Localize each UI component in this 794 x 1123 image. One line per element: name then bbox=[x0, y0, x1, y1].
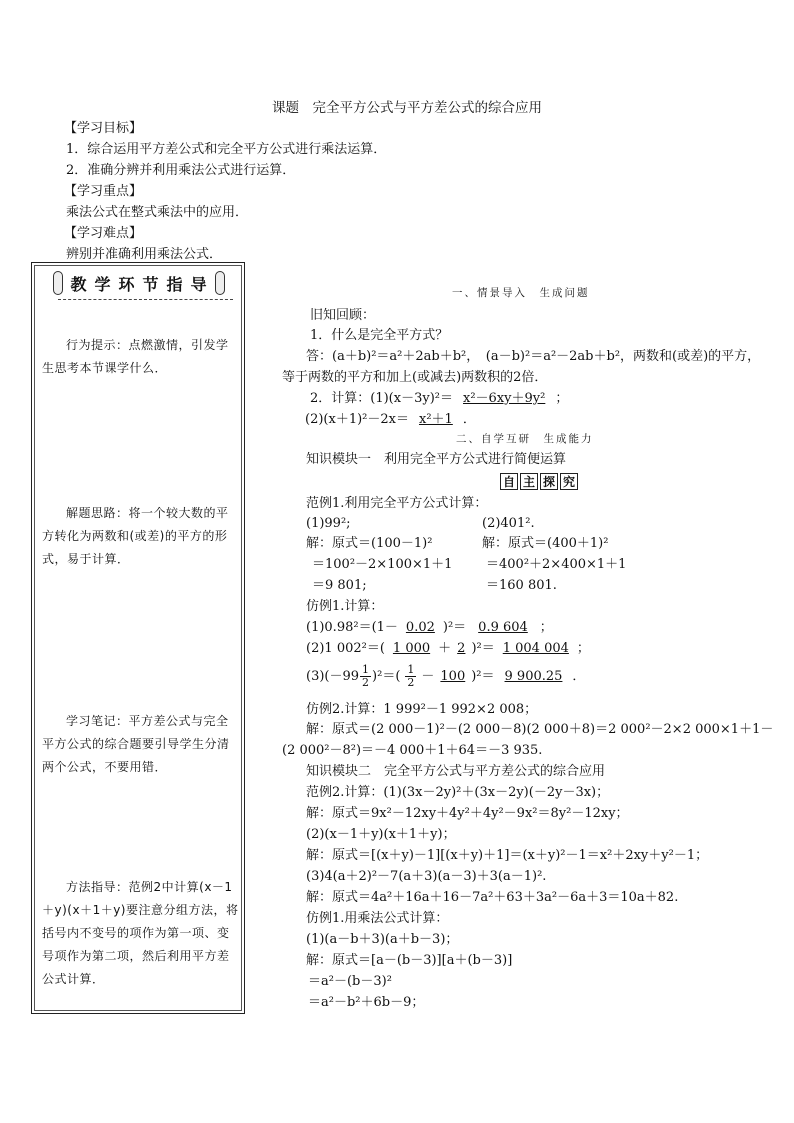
example-1-q2: (2)401². bbox=[482, 516, 535, 531]
question-2-prefix: 2．计算：(1)(x－3y)²＝ bbox=[310, 391, 453, 406]
practice-3-q1: (1)(a－b＋3)(a＋b－3)； bbox=[306, 932, 459, 947]
example-1-sol1-line: ＝9 801; bbox=[312, 578, 367, 593]
stamp-char: 究 bbox=[560, 473, 578, 490]
example-2-sol-3: 解：原式＝4a²＋16a＋16－7a²＋63＋3a²－6a＋3＝10a＋82. bbox=[306, 890, 679, 905]
practice-1-title: 仿例1.计算： bbox=[306, 599, 384, 614]
example-2-title: 范例2.计算：(1)(3x－2y)²＋(3x－2y)(－2y－3x)； bbox=[306, 785, 610, 800]
stamp-char: 自 bbox=[500, 473, 518, 490]
fraction-denominator: 2 bbox=[362, 676, 370, 689]
guide-header-char: 学 bbox=[94, 274, 112, 294]
goal-item-2: 2．准确分辨并利用乘法公式进行运算． bbox=[66, 163, 296, 178]
question-2-part-1: 2．计算：(1)(x－3y)²＝ x²－6xy＋9y² ； bbox=[310, 391, 569, 406]
example-1-sol2-line: 解：原式＝(400＋1)² bbox=[482, 536, 609, 551]
section-heading-1: 一、情景导入 生成问题 bbox=[452, 287, 590, 299]
answer-blank bbox=[400, 663, 421, 689]
practice-text: ； bbox=[576, 641, 590, 656]
practice-3-sol-line: ＝a²－(b－3)² bbox=[308, 974, 392, 989]
practice-text: )²＝ bbox=[471, 641, 495, 656]
practice-3-sol-line: ＝a²－b²＋6b－9； bbox=[308, 995, 425, 1010]
practice-text: (1)0.98²＝(1－ bbox=[306, 620, 398, 635]
difficulty-heading: 【学习难点】 bbox=[64, 226, 143, 241]
example-1-sol2-line: ＝160 801. bbox=[486, 578, 557, 593]
practice-text: ； bbox=[539, 620, 553, 635]
example-1-sol2-line: ＝400²＋2×400×1＋1 bbox=[486, 557, 627, 572]
module-2-heading: 知识模块二 完全平方公式与平方差公式的综合应用 bbox=[306, 764, 606, 779]
example-2-q3: (3)4(a＋2)²－7(a＋3)(a－3)＋3(a－1)². bbox=[306, 869, 547, 884]
goal-item-1: 1．综合运用平方差公式和完全平方公式进行乘法运算． bbox=[66, 142, 387, 157]
practice-3-title: 仿例1.用乘法公式计算： bbox=[306, 911, 449, 926]
stamp-char: 主 bbox=[520, 473, 538, 490]
sidebar-note-approach: 解题思路：将一个较大数的平方转化为两数和(或差)的平方的形式，易于计算． bbox=[42, 506, 229, 566]
practice-text: )²＝ bbox=[471, 669, 495, 684]
answer-blank: 0.9 604 bbox=[478, 620, 528, 635]
answer-blank: x²－6xy＋9y² bbox=[463, 391, 546, 406]
scroll-right-cap-icon bbox=[215, 271, 225, 295]
answer-blank: x²＋1 bbox=[418, 412, 453, 427]
review-label: 旧知回顾： bbox=[310, 308, 376, 323]
answer-blank: 100 bbox=[440, 669, 466, 684]
question-2-prefix: (2)(x＋1)²－2x＝ bbox=[305, 412, 409, 427]
fraction bbox=[405, 664, 416, 689]
practice-text: － bbox=[421, 669, 435, 684]
example-2-sol-1: 解：原式＝9x²－12xy＋4y²＋4y²－9x²＝8y²－12xy； bbox=[306, 806, 629, 821]
practice-1-line-2 bbox=[306, 641, 590, 658]
practice-1-line-3 bbox=[306, 664, 585, 689]
difficulty-text: 辨别并准确利用乘法公式． bbox=[66, 247, 223, 262]
key-heading: 【学习重点】 bbox=[64, 184, 143, 199]
stamp-char: 探 bbox=[540, 473, 558, 490]
guide-header-char: 导 bbox=[190, 274, 208, 294]
sidebar-note-study: 学习笔记：平方差公式与完全平方公式的综合题要引导学生分清两个公式，不要用错． bbox=[42, 714, 230, 774]
scroll-left-cap-icon bbox=[53, 271, 63, 295]
practice-text: (3)(－99 bbox=[306, 669, 360, 684]
practice-text: ＋ bbox=[438, 641, 452, 656]
practice-2-title: 仿例2.计算：1 999²－1 992×2 008； bbox=[306, 702, 538, 717]
question-2-part-2: (2)(x＋1)²－2x＝ x²＋1 ． bbox=[305, 412, 476, 427]
practice-1-line-1 bbox=[306, 620, 553, 637]
example-2-q2: (2)(x－1＋y)(x＋1＋y)； bbox=[306, 827, 456, 842]
example-1-sol1-line: ＝100²－2×100×1＋1 bbox=[312, 557, 453, 572]
answer-blank: 1 004 004 bbox=[502, 641, 569, 656]
practice-text: )²＝ bbox=[442, 620, 467, 635]
answer-blank: 0.02 bbox=[405, 620, 435, 635]
practice-text: ． bbox=[572, 669, 586, 684]
example-1-sol1-line: 解：原式＝(100－1)² bbox=[306, 536, 433, 551]
practice-2-solution-1: 解：原式＝(2 000－1)²－(2 000－8)(2 000＋8)＝2 000²－2×2 000×1＋1－ bbox=[306, 722, 774, 737]
teaching-guide-header bbox=[49, 270, 229, 296]
key-text: 乘法公式在整式乘法中的应用． bbox=[66, 205, 249, 220]
page-title: 课题 完全平方公式与平方差公式的综合应用 bbox=[272, 100, 542, 116]
goal-heading: 【学习目标】 bbox=[64, 121, 143, 136]
fraction-numerator: 1 bbox=[362, 663, 370, 676]
self-explore-stamp bbox=[500, 473, 578, 490]
answer-blank: 2 bbox=[457, 641, 466, 656]
fraction bbox=[360, 664, 371, 689]
practice-3-sol-line: 解：原式＝[a－(b－3)][a＋(b－3)] bbox=[306, 953, 513, 968]
answer-1-line-1: 答：(a＋b)²＝a²＋2ab＋b²， (a－b)²＝a²－2ab＋b²，两数和(或差)的平方， bbox=[306, 349, 761, 364]
fraction-numerator: 1 bbox=[407, 663, 415, 676]
practice-text: (2)1 002²＝( bbox=[306, 641, 385, 656]
practice-text: )²＝( bbox=[372, 669, 401, 684]
module-1-heading: 知识模块一 利用完全平方公式进行简便运算 bbox=[306, 452, 567, 467]
fraction-denominator: 2 bbox=[407, 676, 415, 689]
sidebar-note-method: 方法指导：范例2中计算(x－1＋y)(x＋1＋y)要注意分组方法，将括号内不变号的项作为第一项、变号项作为第二项，然后利用平方差公式计算． bbox=[42, 880, 239, 986]
header-divider bbox=[58, 299, 233, 300]
answer-blank: 9 900.25 bbox=[504, 669, 563, 684]
answer-1-line-2: 等于两数的平方和加上(或减去)两数积的2倍． bbox=[282, 370, 548, 385]
example-2-sol-2: 解：原式＝[(x＋y)－1][(x＋y)＋1]＝(x＋y)²－1＝x²＋2xy＋y²－1； bbox=[306, 848, 709, 863]
guide-header-char: 环 bbox=[118, 274, 136, 294]
practice-2-solution-2: (2 000²－8²)＝－4 000＋1＋64＝－3 935. bbox=[282, 743, 543, 758]
section-heading-2: 二、自学互研 生成能力 bbox=[456, 433, 594, 445]
example-1-title: 范例1.利用完全平方公式计算： bbox=[306, 496, 488, 511]
sidebar-note-behavior: 行为提示：点燃激情，引发学生思考本节课学什么． bbox=[42, 338, 229, 375]
guide-header-char: 指 bbox=[166, 274, 184, 294]
answer-blank: 1 000 bbox=[392, 641, 431, 656]
example-1-q1: (1)99²; bbox=[306, 516, 351, 531]
guide-header-char: 节 bbox=[142, 274, 160, 294]
question-1: 1．什么是完全平方式？ bbox=[310, 328, 449, 343]
guide-header-char: 教 bbox=[70, 274, 88, 294]
